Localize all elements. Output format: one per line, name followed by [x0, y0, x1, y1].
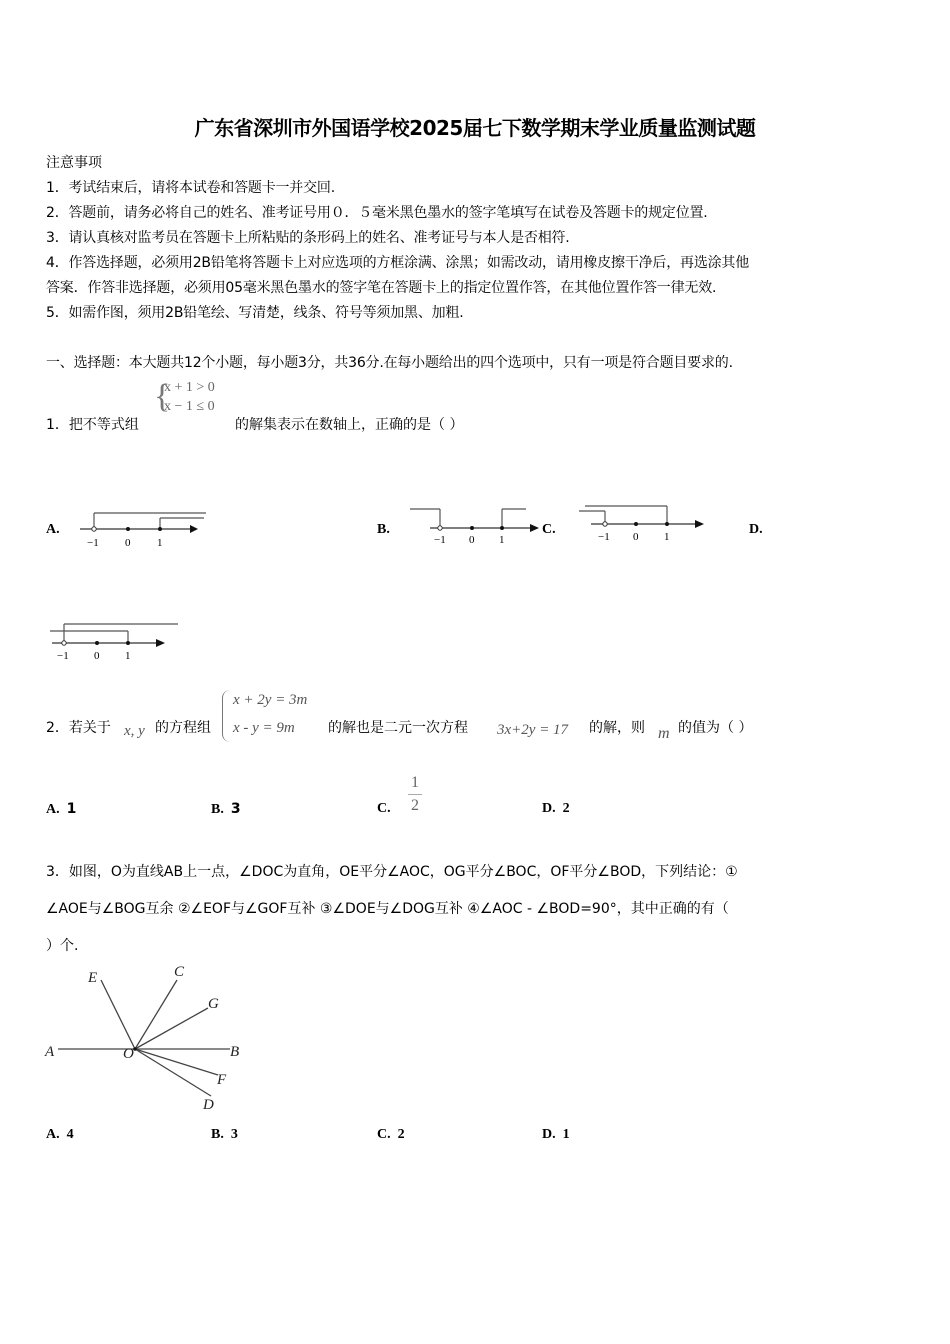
svg-text:0: 0: [94, 650, 100, 662]
svg-text:B: B: [230, 1044, 240, 1060]
svg-text:F: F: [217, 1072, 227, 1088]
svg-text:1: 1: [499, 534, 505, 546]
notice-item: 答案．作答非选择题，必须用05毫米黑色墨水的签字笔在答题卡上的指定位置作答，在其他位置作答一律无效.: [46, 280, 717, 296]
svg-text:−1: −1: [87, 537, 99, 549]
q2-option-c-fraction[interactable]: 1 2: [407, 774, 423, 815]
q1-option-b-numberline[interactable]: [408, 502, 543, 550]
q3-line3: ）个.: [46, 938, 79, 954]
svg-text:1: 1: [664, 531, 670, 543]
q2-mid3: 的解，则: [589, 720, 645, 736]
notice-item: 3．请认真核对监考员在答题卡上所粘贴的条形码上的姓名、准考证号与本人是否相符.: [46, 230, 570, 246]
svg-text:−1: −1: [57, 650, 69, 662]
q2-equation: 3x+2y = 17: [497, 722, 569, 738]
q1-option-a-label[interactable]: A.: [46, 522, 60, 537]
svg-text:−1: −1: [598, 531, 610, 543]
svg-text:0: 0: [125, 537, 131, 549]
q2-var-m: m: [658, 725, 670, 742]
svg-text:A: A: [45, 1044, 55, 1060]
q1-option-d-label[interactable]: D.: [749, 522, 763, 537]
svg-text:G: G: [208, 996, 219, 1012]
q2-option-b[interactable]: B. 3: [211, 801, 241, 817]
q1-option-c-numberline[interactable]: [577, 500, 712, 548]
svg-text:1: 1: [125, 650, 131, 662]
q1-option-d-numberline[interactable]: [48, 615, 188, 663]
q1-option-b-label[interactable]: B.: [377, 522, 390, 537]
q2-suffix: 的值为（ ）: [678, 720, 753, 736]
q2-option-a[interactable]: A. 1: [46, 801, 77, 817]
q3-line2: ∠AOE与∠BOG互余 ②∠EOF与∠GOF互补 ③∠DOE与∠DOG互补 ④∠AOC - ∠BOD=90°，其中正确的有（: [46, 901, 729, 917]
svg-text:O: O: [123, 1046, 134, 1062]
notice-item: 2．答题前，请务必将自己的姓名、准考证号用０．５毫米黑色墨水的签字笔填写在试卷及答题卡的规定位置.: [46, 205, 708, 221]
q1-prefix: 1．把不等式组: [46, 417, 139, 433]
q3-angle-figure: [40, 958, 260, 1118]
q2-mid1: 的方程组: [155, 720, 211, 736]
svg-text:C: C: [174, 964, 185, 980]
q2-system-eq2: x - y = 9m: [233, 720, 295, 736]
q1-option-c-label[interactable]: C.: [542, 522, 556, 537]
q3-option-c[interactable]: C. 2: [377, 1127, 405, 1142]
q1-option-a-numberline[interactable]: [78, 505, 218, 553]
notice-item: 4．作答选择题，必须用2B铅笔将答题卡上对应选项的方框涂满、涂黑；如需改动，请用橡皮擦干净后，再选涂其他: [46, 255, 750, 271]
svg-text:1: 1: [157, 537, 163, 549]
q2-prefix: 2．若关于: [46, 720, 111, 736]
notice-item: 1．考试结束后，请将本试卷和答题卡一并交回.: [46, 180, 335, 196]
q2-vars: x, y: [124, 723, 145, 739]
svg-text:E: E: [88, 970, 98, 986]
q2-option-c[interactable]: C.: [377, 801, 391, 816]
q1-suffix: 的解集表示在数轴上，正确的是（ ）: [235, 417, 464, 433]
svg-text:−1: −1: [434, 534, 446, 546]
svg-text:D: D: [203, 1097, 214, 1113]
q1-inequality-system: { x + 1 > 0 x − 1 ≤ 0: [154, 378, 215, 415]
q3-option-b[interactable]: B. 3: [211, 1127, 238, 1142]
notice-item: 5．如需作图，须用2B铅笔绘、写清楚，线条、符号等须加黑、加粗.: [46, 305, 464, 321]
q2-option-d[interactable]: D. 2: [542, 801, 570, 816]
q3-line1: 3．如图，O为直线AB上一点，∠DOC为直角，OE平分∠AOC，OG平分∠BOC，OF平分∠BOD，下列结论：①: [46, 864, 738, 880]
q2-mid2: 的解也是二元一次方程: [328, 720, 468, 736]
svg-text:0: 0: [469, 534, 475, 546]
q2-system-eq1: x + 2y = 3m: [233, 692, 308, 708]
q3-option-d[interactable]: D. 1: [542, 1127, 570, 1142]
page-title: 广东省深圳市外国语学校2025届七下数学期末学业质量监测试题: [194, 116, 756, 140]
notice-heading: 注意事项: [46, 155, 102, 171]
q3-option-a[interactable]: A. 4: [46, 1127, 74, 1142]
section-heading: 一、选择题：本大题共12个小题，每小题3分，共36分.在每小题给出的四个选项中，只有一项是符合题目要求的.: [46, 355, 733, 371]
svg-text:0: 0: [633, 531, 639, 543]
